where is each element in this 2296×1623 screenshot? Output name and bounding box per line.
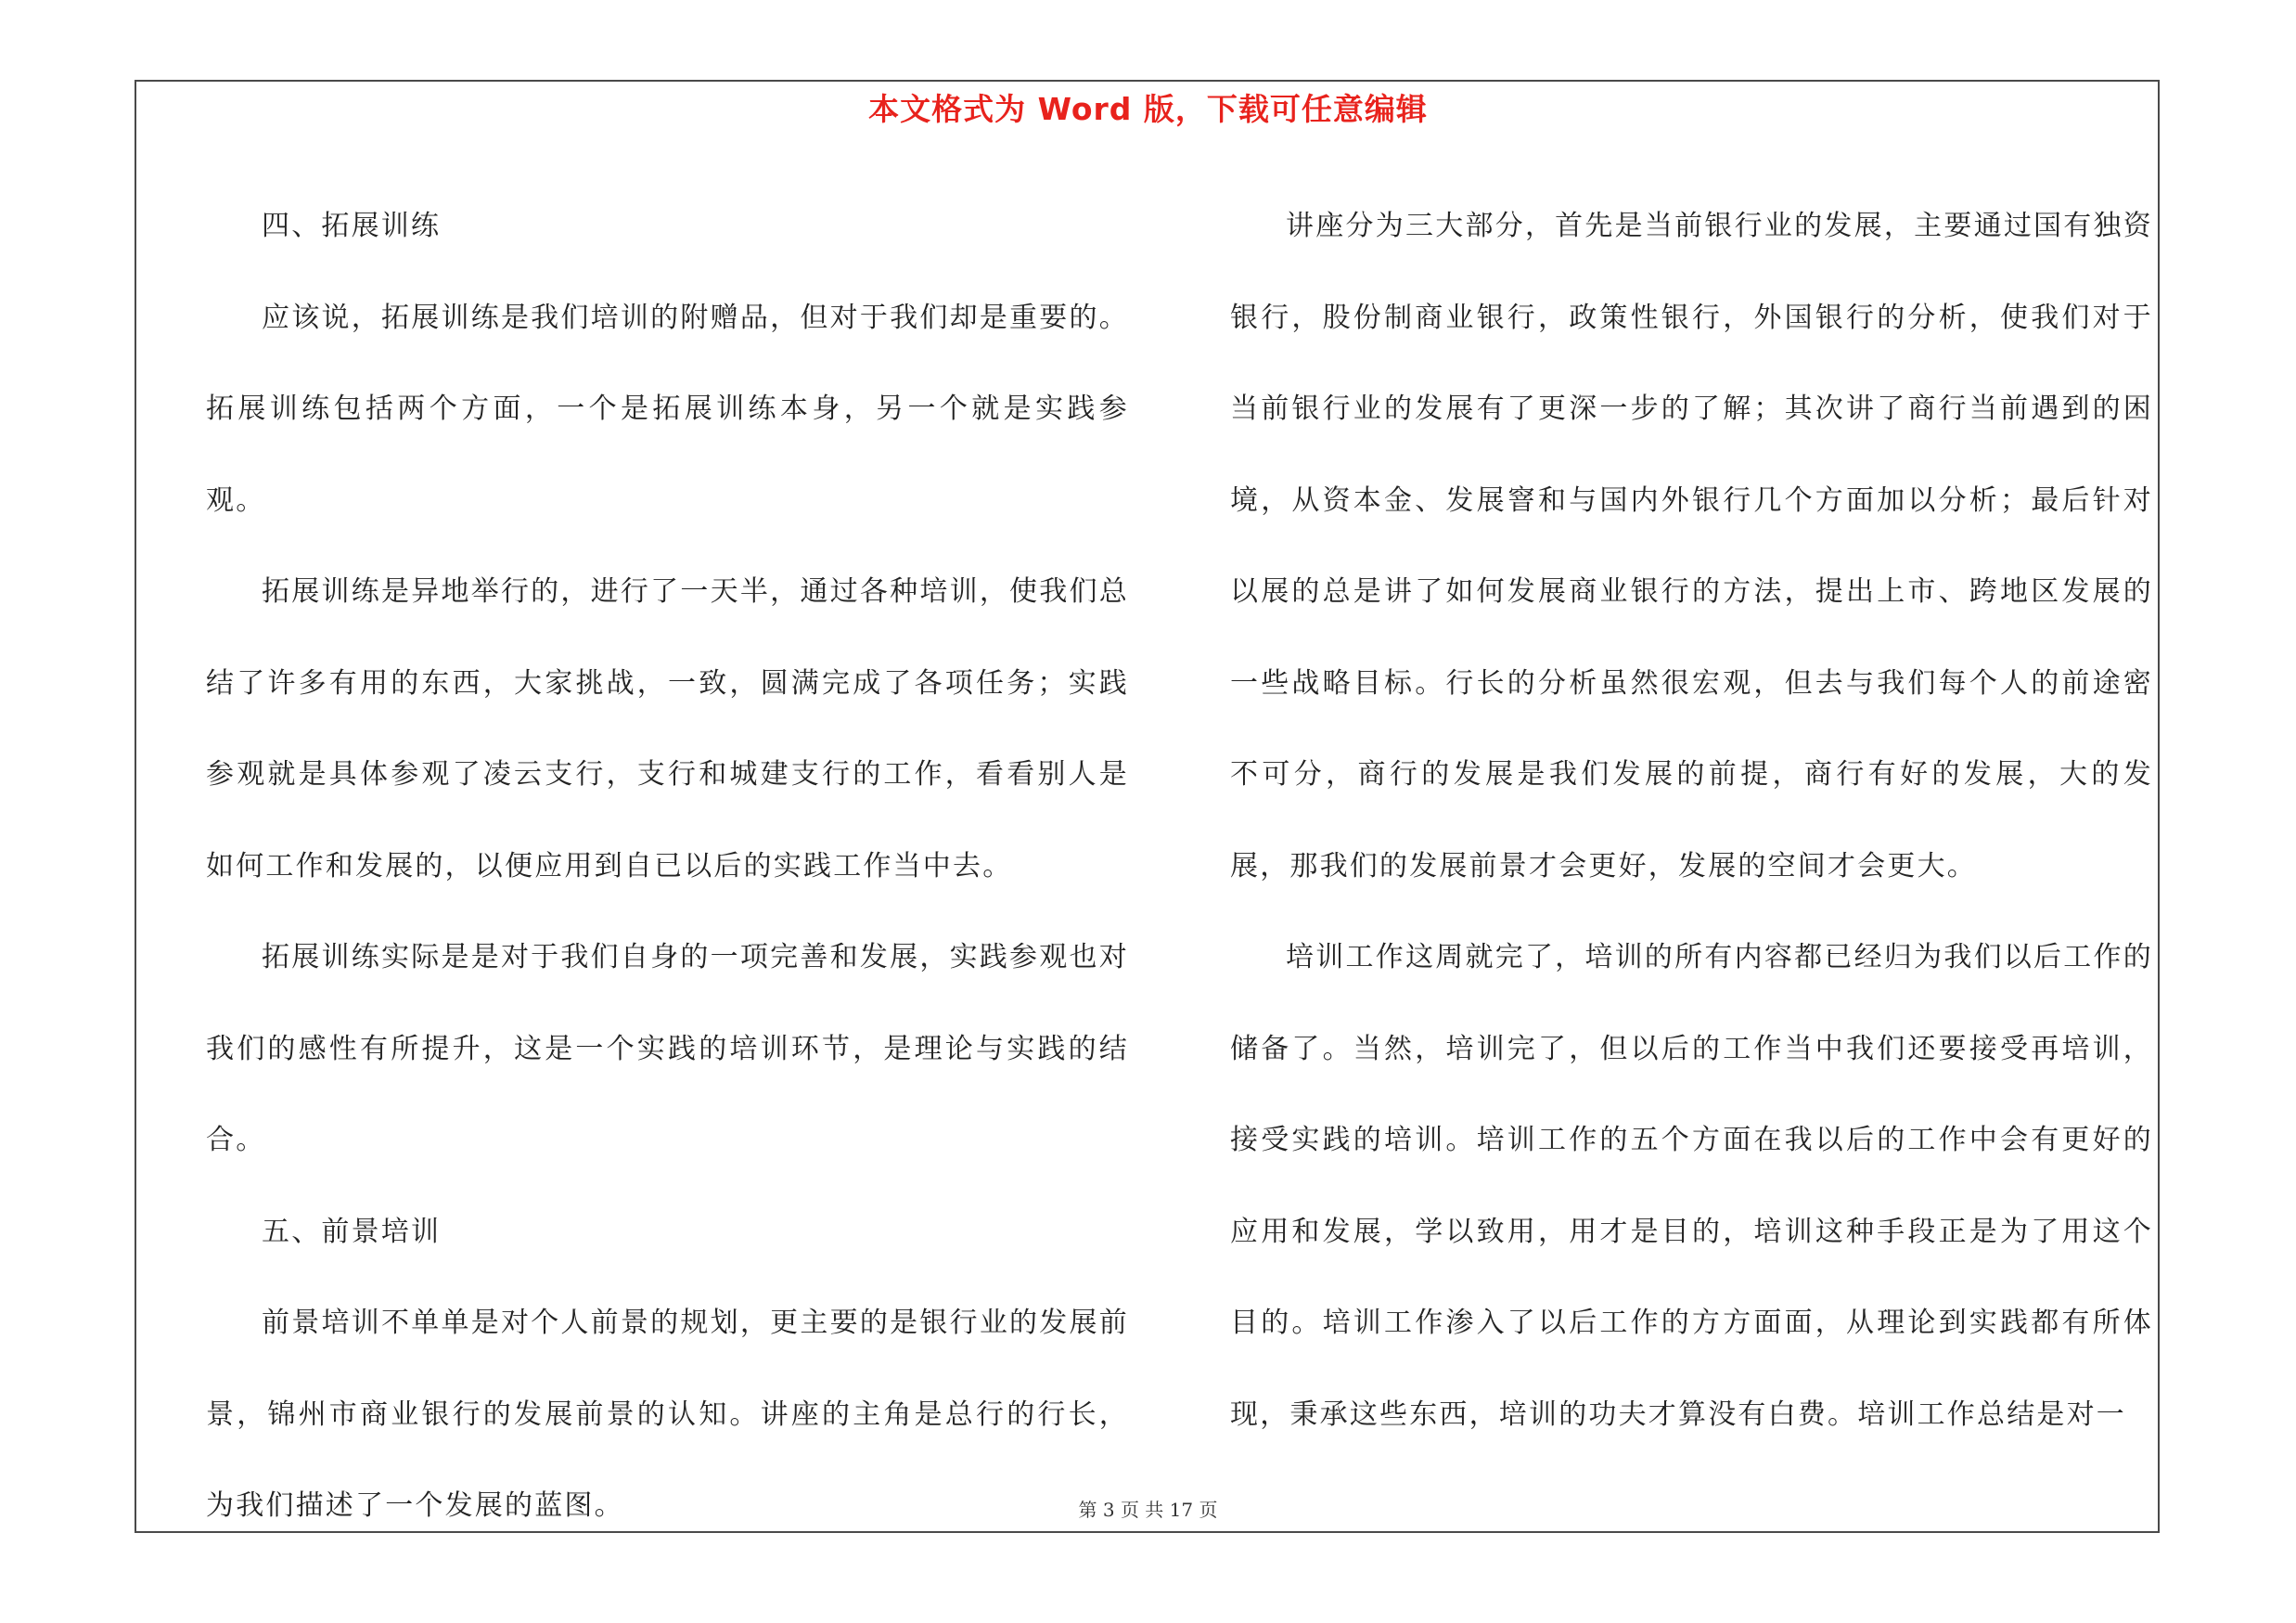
- format-banner: 本文格式为 Word 版，下载可任意编辑: [868, 91, 1428, 127]
- section-heading-prospect-training: 五、前景培训: [262, 1215, 442, 1248]
- paragraph: 讲座分为三大部分，首先是当前银行业的发展，主要通过国有独资银行，股份制商业银行，政策性银行，外国银行的分析，使我们对于当前银行业的发展有了更深一步的了解；其次讲了商行当前遇到的困境，从资本金、发展窨和与国内外银行几个方面加以分析；最后针对以展的总是讲了如何发展商业银行的方法，提出上市、跨地区发展的一些战略目标。行长的分析虽然很宏观，但去与我们每个人的前途密不可分，商行的发展是我们发展的前提，商行有好的发展，大的发展，那我们的发展前景才会更好，发展的空间才会更大。: [1230, 210, 2153, 882]
- footer-label-page: 第: [1078, 1499, 1097, 1521]
- section-heading-expansion-training: 四、拓展训练: [262, 210, 442, 242]
- paragraph: 应该说，拓展训练是我们培训的附赠品，但对于我们却是重要的。拓展训练包括两个方面，一个是拓展训练本身，另一个就是实践参观。: [206, 301, 1129, 517]
- footer-total-pages: 17: [1169, 1499, 1194, 1521]
- footer-current-page: 3: [1102, 1499, 1115, 1521]
- paragraph: 前景培训不单单是对个人前景的规划，更主要的是银行业的发展前景，锦州市商业银行的发展前景的认知。讲座的主角是总行的行长，为我们描述了一个发展的蓝图。: [206, 1307, 1129, 1522]
- paragraph: 拓展训练实际是是对于我们自身的一项完善和发展，实践参观也对我们的感性有所提升，这是一个实践的培训环节，是理论与实践的结合。: [206, 941, 1129, 1156]
- paragraph: 培训工作这周就完了，培训的所有内容都已经归为我们以后工作的储备了。当然，培训完了，但以后的工作当中我们还要接受再培训，接受实践的培训。培训工作的五个方面在我以后的工作中会有更好的应用和发展，学以致用，用才是目的，培训这种手段正是为了用这个目的。培训工作渗入了以后工作的方方面面，从理论到实践都有所体现，秉承这些东西，培训的功夫才算没有白费。培训工作总结是对一: [1230, 941, 2153, 1431]
- right-column: [1230, 181, 2153, 1461]
- paragraph: 拓展训练是异地举行的，进行了一天半，通过各种培训，使我们总结了许多有用的东西，大家挑战，一致，圆满完成了各项任务；实践参观就是具体参观了凌云支行，支行和城建支行的工作，看看别人是如何工作和发展的，以便应用到自已以后的实践工作当中去。: [206, 575, 1129, 882]
- footer-label-of: 页 共: [1120, 1499, 1164, 1521]
- left-column: [206, 181, 1129, 1552]
- page-number-footer: [0, 1496, 2296, 1524]
- footer-label-suffix: 页: [1199, 1499, 1218, 1521]
